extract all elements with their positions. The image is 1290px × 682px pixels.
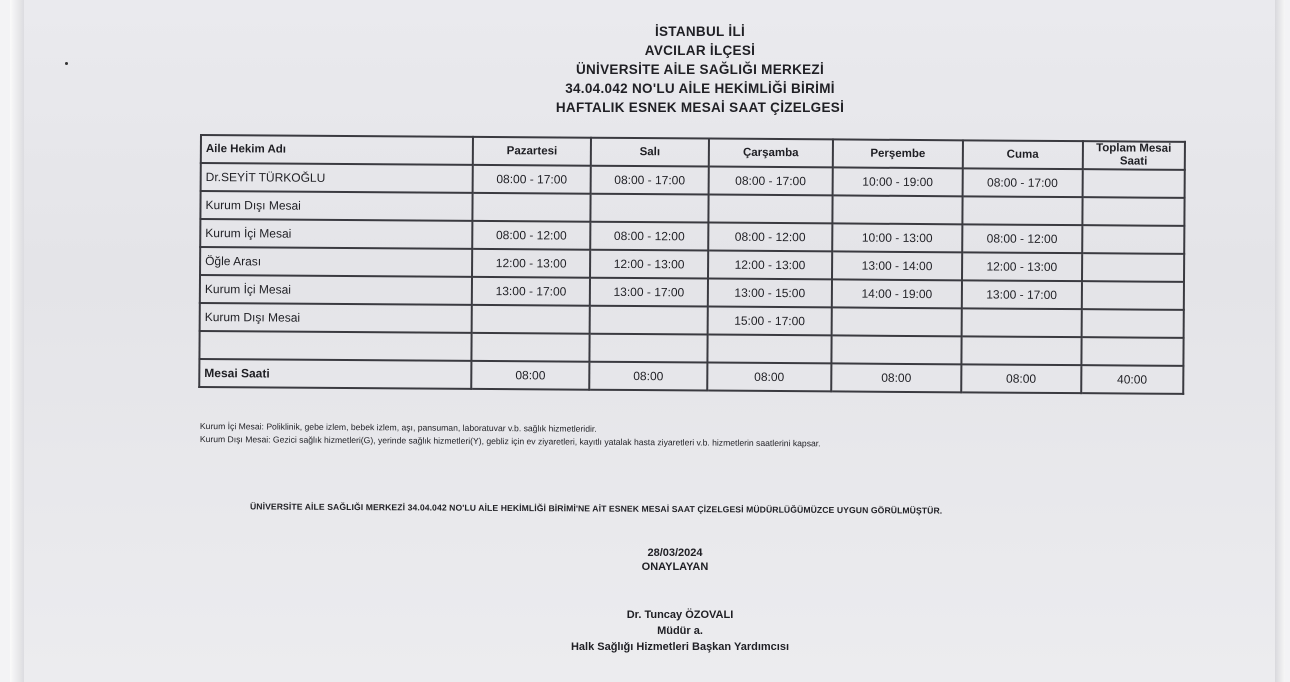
approval-date: 28/03/2024 (647, 547, 703, 559)
signer-title: Müdür a. (657, 625, 703, 637)
table-cell (472, 193, 590, 222)
table-cell (590, 334, 708, 363)
signature-block (520, 607, 840, 655)
table-cell: 13:00 - 15:00 (708, 279, 832, 308)
header-cell-monday: Pazartesi (473, 137, 591, 166)
header-cell-wednesday: Çarşamba (709, 139, 833, 168)
header-district: AVCILAR İLÇESİ (644, 43, 756, 58)
header-schedule-title: HAFTALIK ESNEK MESAİ SAAT ÇİZELGESİ (555, 100, 845, 115)
header-cell-total: Toplam Mesai Saati (1082, 141, 1185, 170)
header-cell-friday: Cuma (963, 140, 1083, 169)
ink-dot (65, 62, 68, 65)
table-cell (471, 333, 589, 362)
table-cell (962, 308, 1082, 337)
table-cell: 08:00 - 17:00 (591, 166, 709, 195)
table-cell: 12:00 - 13:00 (962, 252, 1082, 281)
table-cell: 08:00 - 17:00 (963, 168, 1083, 197)
table-cell: 15:00 - 17:00 (707, 307, 831, 336)
table-cell (707, 335, 831, 364)
document-header (500, 22, 900, 117)
table-cell: 14:00 - 19:00 (832, 279, 962, 308)
approval-statement: ÜNİVERSİTE AİLE SAĞLIĞI MERKEZİ 34.04.042 NO'LU AİLE HEKİMLİĞİ BİRİMİ'NE AİT ESNEK MESAİ SAAT ÇİZELGESİ MÜDÜRLÜĞÜMÜZCE UYGUN GÖRÜLMÜŞTÜR. (249, 501, 943, 516)
table-cell: 08:00 (589, 362, 707, 391)
table-cell (708, 195, 832, 224)
table-cell (590, 306, 708, 335)
row-label (199, 331, 471, 361)
table-cell: 08:00 - 12:00 (962, 224, 1082, 253)
row-label: Öğle Arası (200, 247, 472, 277)
row-label: Dr.SEYİT TÜRKOĞLU (201, 163, 473, 193)
table-cell (1081, 309, 1184, 338)
row-label: Kurum İçi Mesai (200, 219, 472, 249)
table-cell: 10:00 - 13:00 (832, 223, 962, 252)
table-cell: 08:00 - 12:00 (590, 222, 708, 251)
table-cell: 08:00 (707, 363, 831, 392)
table-cell (1082, 253, 1185, 282)
table-cell (1082, 197, 1185, 226)
table-cell: 10:00 - 19:00 (833, 167, 963, 196)
table-cell: 12:00 - 13:00 (472, 249, 590, 278)
table-cell: 08:00 - 17:00 (473, 165, 591, 194)
table-cell: 08:00 (831, 363, 961, 392)
row-label-total: Mesai Saati (199, 359, 471, 389)
table-cell (831, 335, 961, 364)
row-label: Kurum İçi Mesai (200, 275, 472, 305)
table-cell: 13:00 - 17:00 (590, 278, 708, 307)
table-cell (591, 194, 709, 223)
table-cell: 08:00 - 17:00 (708, 167, 832, 196)
footnote-external: Kurum Dışı Mesai: Gezici sağlık hizmetleri(G), yerinde sağlık hizmetleri(Y), gebliz için ev ziyaretleri, kayıtlı yatalak hasta ziyaretleri v.b. hizmetlerin saatlerini kapsar. (199, 433, 821, 449)
table-cell (832, 307, 962, 336)
paper-edge-right (1275, 0, 1285, 682)
table-cell (1081, 281, 1184, 310)
header-cell-doctor: Aile Hekim Adı (201, 135, 473, 165)
table-cell: 13:00 - 14:00 (832, 251, 962, 280)
approval-block (570, 546, 780, 574)
table-cell: 12:00 - 13:00 (590, 250, 708, 279)
table-cell: 13:00 - 17:00 (472, 277, 590, 306)
table-cell: 12:00 - 13:00 (708, 251, 832, 280)
footnotes (200, 420, 821, 450)
table-cell (1081, 337, 1184, 366)
footnote-internal: Kurum İçi Mesai: Poliklinik, gebe izlem, bebek izlem, aşı, pansuman, laboratuvar v.b. sağlık hizmetleridir. (199, 420, 597, 434)
table-cell (1082, 169, 1185, 198)
table-cell (961, 336, 1081, 365)
table-cell: 08:00 (961, 364, 1081, 393)
table-cell: 08:00 (471, 361, 589, 390)
header-cell-tuesday: Salı (591, 138, 709, 167)
table-cell (832, 195, 962, 224)
header-cell-thursday: Perşembe (833, 139, 963, 168)
header-unit: 34.04.042 NO'LU AİLE HEKİMLİĞİ BİRİMİ (565, 81, 835, 96)
approval-label: ONAYLAYAN (641, 561, 709, 573)
table-total-row (199, 359, 1183, 394)
table-cell (962, 196, 1082, 225)
table-cell: 08:00 - 12:00 (472, 221, 590, 250)
table-cell-grand-total: 40:00 (1081, 365, 1184, 394)
signer-position: Halk Sağlığı Hizmetleri Başkan Yardımcısı (570, 641, 790, 653)
header-health-center: ÜNİVERSİTE AİLE SAĞLIĞI MERKEZİ (575, 62, 825, 77)
table-cell: 08:00 - 12:00 (708, 223, 832, 252)
table-cell (472, 305, 590, 334)
row-label: Kurum Dışı Mesai (200, 303, 472, 333)
table-cell: 13:00 - 17:00 (962, 280, 1082, 309)
table-cell (1082, 225, 1185, 254)
schedule-table (198, 134, 1186, 395)
paper-edge-left (10, 0, 24, 682)
row-label: Kurum Dışı Mesai (200, 191, 472, 221)
signer-name: Dr. Tuncay ÖZOVALI (626, 609, 734, 621)
header-province: İSTANBUL İLİ (654, 24, 746, 39)
